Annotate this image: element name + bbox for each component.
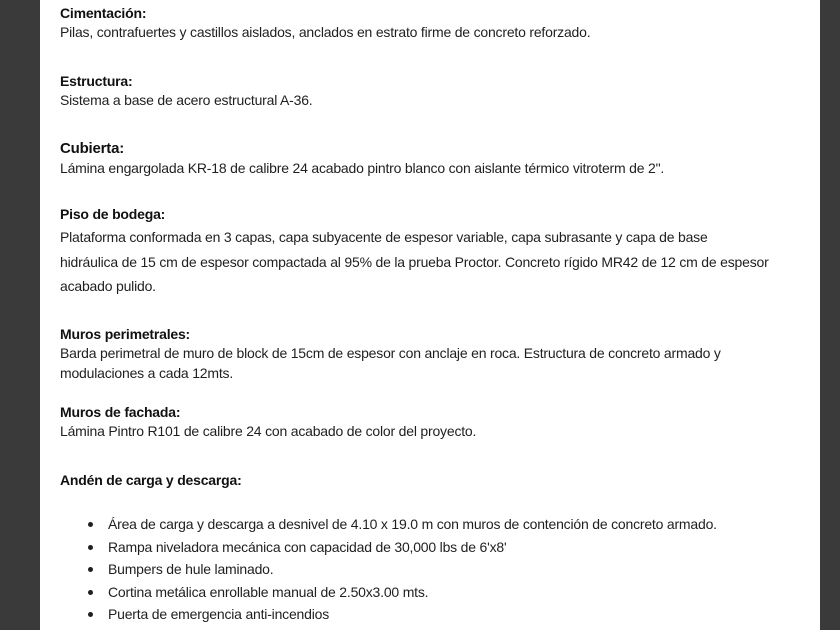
bullet-icon — [88, 522, 93, 527]
section-piso-de-bodega — [60, 205, 810, 299]
section-body-line: modulaciones a cada 12mts. — [60, 365, 234, 381]
section-muros-perimetrales — [60, 325, 810, 383]
section-body-line: Plataforma conformada en 3 capas, capa subyacente de espesor variable, capa subrasante y capa de base — [60, 229, 708, 245]
list-item — [60, 603, 810, 626]
list-item — [60, 536, 810, 559]
document-page — [40, 0, 820, 630]
section-cubierta — [60, 140, 810, 178]
section-muros-de-fachada — [60, 403, 810, 441]
bullet-list — [60, 513, 810, 626]
section-anden-de-carga — [60, 471, 810, 626]
section-body-line: Sistema a base de acero estructural A-36. — [60, 92, 313, 108]
section-body-line: Lámina engargolada KR-18 de calibre 24 acabado pintro blanco con aislante térmico vitroterm de 2". — [60, 160, 665, 176]
list-item — [60, 513, 810, 536]
section-heading: Muros de fachada: — [60, 404, 181, 420]
list-item-text: Rampa niveladora mecánica con capacidad de 30,000 lbs de 6'x8' — [108, 538, 507, 555]
bullet-icon — [88, 545, 93, 550]
list-item-text: Puerta de emergencia anti-incendios — [108, 606, 330, 622]
section-body-line: Pilas, contrafuertes y castillos aislados, anclados en estrato firme de concreto reforzado. — [60, 24, 591, 40]
bullet-icon — [88, 590, 93, 595]
section-body-line: Lámina Pintro R101 de calibre 24 con acabado de color del proyecto. — [60, 423, 477, 439]
section-heading: Piso de bodega: — [60, 206, 166, 222]
section-cimentacion — [60, 4, 810, 42]
section-body-line: acabado pulido. — [60, 278, 156, 294]
section-heading: Cubierta: — [60, 140, 125, 157]
bullet-icon — [88, 612, 93, 617]
section-heading: Estructura: — [60, 73, 133, 89]
section-body-line: hidráulica de 15 cm de espesor compactada al 95% de la prueba Proctor. Concreto rígido MR42 de 12 cm de espesor — [60, 253, 769, 270]
list-item-text: Bumpers de hule laminado. — [108, 561, 274, 577]
list-item — [60, 581, 810, 604]
section-heading: Muros perimetrales: — [60, 326, 191, 342]
list-item — [60, 558, 810, 581]
section-estructura — [60, 72, 810, 110]
list-item-text: Área de carga y descarga a desnivel de 4.10 x 19.0 m con muros de contención de concreto armado. — [108, 516, 717, 532]
section-body-line: Barda perimetral de muro de block de 15cm de espesor con anclaje en roca. Estructura de concreto armado y — [60, 345, 721, 361]
section-heading: Andén de carga y descarga: — [60, 472, 242, 488]
section-heading: Cimentación: — [60, 5, 147, 21]
bullet-icon — [88, 567, 93, 572]
list-item-text: Cortina metálica enrollable manual de 2.50x3.00 mts. — [108, 583, 429, 600]
